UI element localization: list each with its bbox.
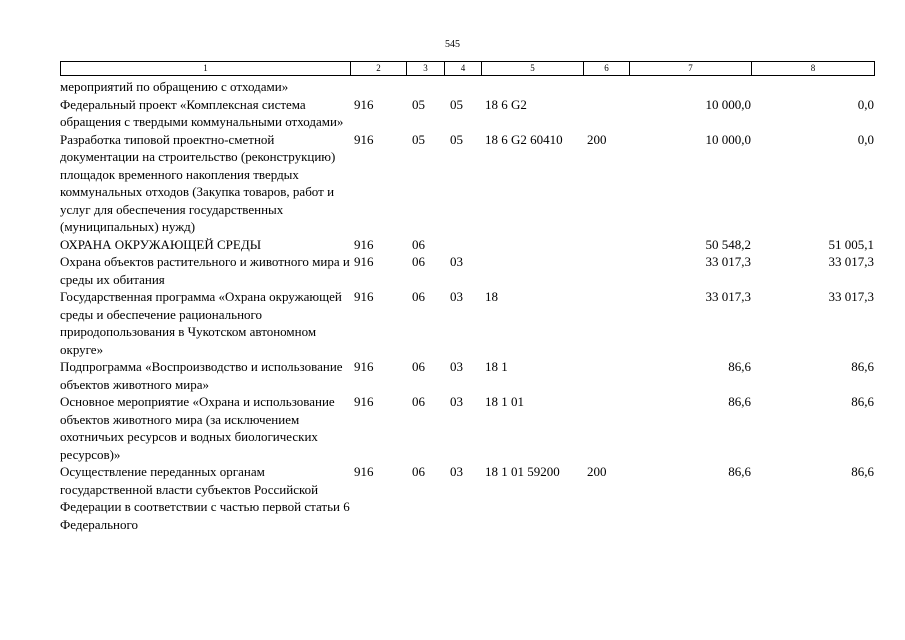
row-ved: 916 [354,394,374,409]
row-csr: 18 6 G2 60410 [485,131,563,147]
row-vr [583,288,629,358]
row-vr [583,393,629,463]
row-sum1: 86,6 [728,359,751,374]
row-ved [350,78,406,96]
table-row [60,96,874,131]
header-col-4: 4 [445,62,482,76]
column-number-header [60,61,875,76]
row-vr: 200 [587,131,607,147]
table-row [60,288,874,358]
header-col-5: 5 [482,62,584,76]
table-row [60,78,874,96]
row-sum1: 10 000,0 [705,131,751,147]
row-csr [481,253,583,288]
row-pr: 05 [450,131,463,147]
row-sum2: 86,6 [851,359,874,374]
row-sum2 [751,78,874,96]
row-csr: 18 1 01 59200 [485,464,560,479]
row-name: ОХРАНА ОКРУЖАЮЩЕЙ СРЕДЫ [60,236,262,252]
row-sum2: 0,0 [857,131,874,147]
row-pr: 05 [450,96,463,112]
row-csr: 18 [485,289,498,304]
row-vr [583,96,629,131]
row-rz: 05 [412,131,425,147]
budget-table-body [60,78,874,533]
row-name: мероприятий по обращению с отходами» [60,79,289,94]
row-rz [406,78,444,96]
header-col-1: 1 [61,62,351,76]
row-vr [583,78,629,96]
row-name: Подпрограмма «Воспроизводство и использование объектов животного мира» [60,359,346,392]
row-pr: 03 [450,464,463,479]
header-col-3: 3 [407,62,445,76]
table-row [60,131,874,236]
header-col-2: 2 [351,62,407,76]
page-number: 545 [445,39,460,50]
table-row [60,236,874,254]
row-csr [481,236,583,254]
row-rz: 06 [412,236,425,252]
row-vr: 200 [587,464,607,479]
row-csr: 18 1 01 [485,394,524,409]
row-pr [444,236,481,254]
row-rz: 06 [412,289,425,304]
table-row [60,253,874,288]
table-row [60,393,874,463]
row-name: Осуществление переданных органам государственной власти субъектов Российской Федерации в соответствии с частью первой статьи 6 Федерального [60,464,354,532]
row-sum2: 86,6 [851,464,874,479]
row-sum1: 33 017,3 [705,254,751,269]
row-ved: 916 [354,131,374,147]
row-sum1: 33 017,3 [705,289,751,304]
row-rz: 05 [412,96,425,112]
row-ved: 916 [354,236,374,252]
row-pr [444,78,481,96]
row-sum1: 10 000,0 [705,96,751,112]
row-sum1: 50 548,2 [705,236,751,252]
row-name: Основное мероприятие «Охрана и использование объектов животного мира (за исключением охотничьих ресурсов и водных биологических ресурсов)» [60,394,338,462]
row-sum2: 0,0 [857,96,874,112]
row-sum2: 51 005,1 [828,236,874,252]
row-ved: 916 [354,359,374,374]
row-pr: 03 [450,289,463,304]
row-pr: 03 [450,254,463,269]
row-sum1 [629,78,751,96]
row-name: Разработка типовой проектно-сметной документации на строительство (реконструкцию) площадок временного накопления твердых коммунальных отходов (Закупка товаров, работ и услуг для обеспечения государственных (муниципальных) нужд) [60,131,339,234]
row-sum2: 86,6 [851,394,874,409]
row-csr [481,78,583,96]
row-vr [583,358,629,393]
header-col-6: 6 [584,62,630,76]
row-sum2: 33 017,3 [828,289,874,304]
row-rz: 06 [412,464,425,479]
row-pr: 03 [450,359,463,374]
row-sum1: 86,6 [728,394,751,409]
header-col-8: 8 [752,62,875,76]
row-name: Федеральный проект «Комплексная система обращения с твердыми коммунальными отходами» [60,96,344,129]
row-pr: 03 [450,394,463,409]
row-ved: 916 [354,96,374,112]
table-row [60,358,874,393]
row-name: Охрана объектов растительного и животного мира и среды их обитания [60,254,354,287]
row-sum1: 86,6 [728,464,751,479]
row-sum2: 33 017,3 [828,254,874,269]
row-ved: 916 [354,289,374,304]
row-rz: 06 [412,359,425,374]
row-vr [583,253,629,288]
row-ved: 916 [354,464,374,479]
table-row [60,463,874,533]
row-csr: 18 6 G2 [485,96,527,112]
header-col-7: 7 [630,62,752,76]
row-csr: 18 1 [485,359,508,374]
row-rz: 06 [412,254,425,269]
row-name: Государственная программа «Охрана окружающей среды и обеспечение рационального природопользования в Чукотском автономном округе» [60,289,346,357]
row-rz: 06 [412,394,425,409]
row-vr [583,236,629,254]
row-ved: 916 [354,254,374,269]
